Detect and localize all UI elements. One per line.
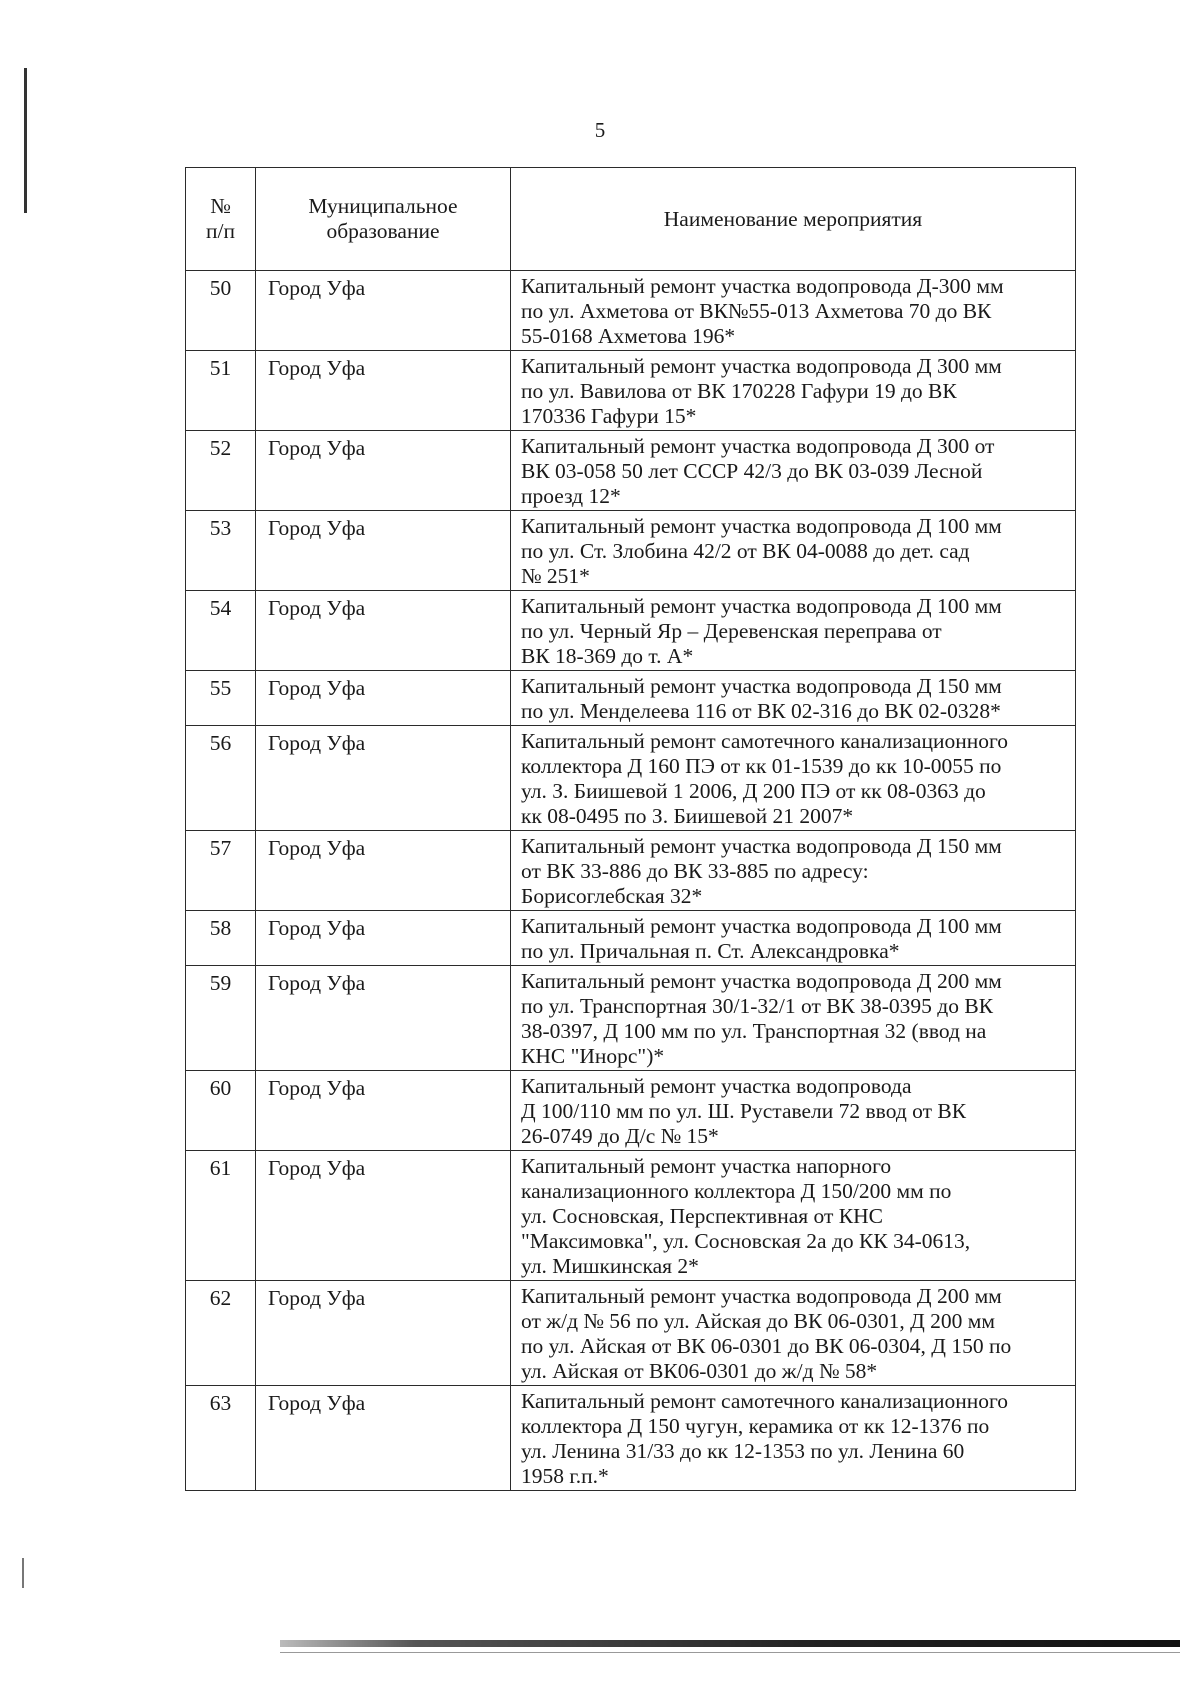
- municipality-cell: Город Уфа: [256, 591, 511, 671]
- row-number-cell: 54: [186, 591, 256, 671]
- scan-bottom-edge-thin: [280, 1652, 1180, 1653]
- table-row: [186, 1071, 1076, 1151]
- municipality-cell: Город Уфа: [256, 966, 511, 1071]
- municipality-cell: Город Уфа: [256, 911, 511, 966]
- event-name-cell: Капитальный ремонт участка водопровода Д 100 мм по ул. Причальная п. Ст. Александровка*: [511, 911, 1076, 966]
- row-number-cell: 60: [186, 1071, 256, 1151]
- events-table: [185, 167, 1076, 1491]
- event-name-cell: Капитальный ремонт участка водопровода Д 300 мм по ул. Вавилова от ВК 170228 Гафури 19 до ВК 170336 Гафури 15*: [511, 351, 1076, 431]
- municipality-cell: Город Уфа: [256, 831, 511, 911]
- municipality-cell: Город Уфа: [256, 271, 511, 351]
- table-row: [186, 271, 1076, 351]
- event-name-cell: Капитальный ремонт участка водопровода Д 100 мм по ул. Черный Яр – Деревенская переправа от ВК 18-369 до т. А*: [511, 591, 1076, 671]
- page-number: 5: [594, 118, 606, 142]
- municipality-cell: Город Уфа: [256, 671, 511, 726]
- event-name-cell: Капитальный ремонт участка водопровода Д 200 мм от ж/д № 56 по ул. Айская до ВК 06-0301, Д 200 мм по ул. Айская от ВК 06-0301 до ВК 06-0304, Д 150 по ул. Айская от ВК06-0301 до ж/д № 58*: [511, 1281, 1076, 1386]
- row-number-cell: 57: [186, 831, 256, 911]
- table-row: [186, 511, 1076, 591]
- event-name-cell: Капитальный ремонт самотечного канализационного коллектора Д 160 ПЭ от кк 01-1539 до кк 10-0055 по ул. З. Биишевой 1 2006, Д 200 ПЭ от кк 08-0363 до кк 08-0495 по З. Биишевой 21 2007*: [511, 726, 1076, 831]
- municipality-cell: Город Уфа: [256, 351, 511, 431]
- scan-margin-mark-lower: [22, 1558, 24, 1588]
- municipality-cell: Город Уфа: [256, 1281, 511, 1386]
- header-municipality: Муниципальное образование: [256, 168, 511, 271]
- municipality-cell: Город Уфа: [256, 1386, 511, 1491]
- table-row: [186, 351, 1076, 431]
- table-row: [186, 726, 1076, 831]
- table-row: [186, 431, 1076, 511]
- row-number-cell: 58: [186, 911, 256, 966]
- table-row: [186, 831, 1076, 911]
- event-name-cell: Капитальный ремонт участка водопровода Д 150 мм от ВК 33-886 до ВК 33-885 по адресу: Борисоглебская 32*: [511, 831, 1076, 911]
- row-number-cell: 53: [186, 511, 256, 591]
- row-number-cell: 62: [186, 1281, 256, 1386]
- table-row: [186, 966, 1076, 1071]
- header-num: № п/п: [186, 168, 256, 271]
- table-row: [186, 671, 1076, 726]
- event-name-cell: Капитальный ремонт участка водопровода Д 150 мм по ул. Менделеева 116 от ВК 02-316 до ВК 02-0328*: [511, 671, 1076, 726]
- table-row: [186, 911, 1076, 966]
- event-name-cell: Капитальный ремонт самотечного канализационного коллектора Д 150 чугун, керамика от кк 12-1376 по ул. Ленина 31/33 до кк 12-1353 по ул. Ленина 60 1958 г.п.*: [511, 1386, 1076, 1491]
- municipality-cell: Город Уфа: [256, 1151, 511, 1281]
- event-name-cell: Капитальный ремонт участка водопровода Д 300 от ВК 03-058 50 лет СССР 42/3 до ВК 03-039 Лесной проезд 12*: [511, 431, 1076, 511]
- row-number-cell: 63: [186, 1386, 256, 1491]
- event-name-cell: Капитальный ремонт участка водопровода Д 100/110 мм по ул. Ш. Руставели 72 ввод от ВК 26-0749 до Д/с № 15*: [511, 1071, 1076, 1151]
- municipality-cell: Город Уфа: [256, 431, 511, 511]
- scan-bottom-edge: [280, 1640, 1180, 1647]
- municipality-cell: Город Уфа: [256, 1071, 511, 1151]
- event-name-cell: Капитальный ремонт участка водопровода Д 100 мм по ул. Ст. Злобина 42/2 от ВК 04-0088 до дет. сад № 251*: [511, 511, 1076, 591]
- event-name-cell: Капитальный ремонт участка напорного канализационного коллектора Д 150/200 мм по ул. Сосновская, Перспективная от КНС "Максимовка", ул. Сосновская 2а до КК 34-0613, ул. Мишкинская 2*: [511, 1151, 1076, 1281]
- row-number-cell: 50: [186, 271, 256, 351]
- row-number-cell: 56: [186, 726, 256, 831]
- municipality-cell: Город Уфа: [256, 726, 511, 831]
- event-name-cell: Капитальный ремонт участка водопровода Д 200 мм по ул. Транспортная 30/1-32/1 от ВК 38-0395 до ВК 38-0397, Д 100 мм по ул. Транспортная 32 (ввод на КНС "Инорс")*: [511, 966, 1076, 1071]
- table-header-row: [186, 168, 1076, 271]
- table-row: [186, 591, 1076, 671]
- header-event: Наименование мероприятия: [511, 168, 1076, 271]
- row-number-cell: 61: [186, 1151, 256, 1281]
- table-row: [186, 1281, 1076, 1386]
- municipality-cell: Город Уфа: [256, 511, 511, 591]
- table-row: [186, 1386, 1076, 1491]
- event-name-cell: Капитальный ремонт участка водопровода Д-300 мм по ул. Ахметова от ВК№55-013 Ахметова 70 до ВК 55-0168 Ахметова 196*: [511, 271, 1076, 351]
- row-number-cell: 51: [186, 351, 256, 431]
- table-row: [186, 1151, 1076, 1281]
- row-number-cell: 55: [186, 671, 256, 726]
- row-number-cell: 52: [186, 431, 256, 511]
- row-number-cell: 59: [186, 966, 256, 1071]
